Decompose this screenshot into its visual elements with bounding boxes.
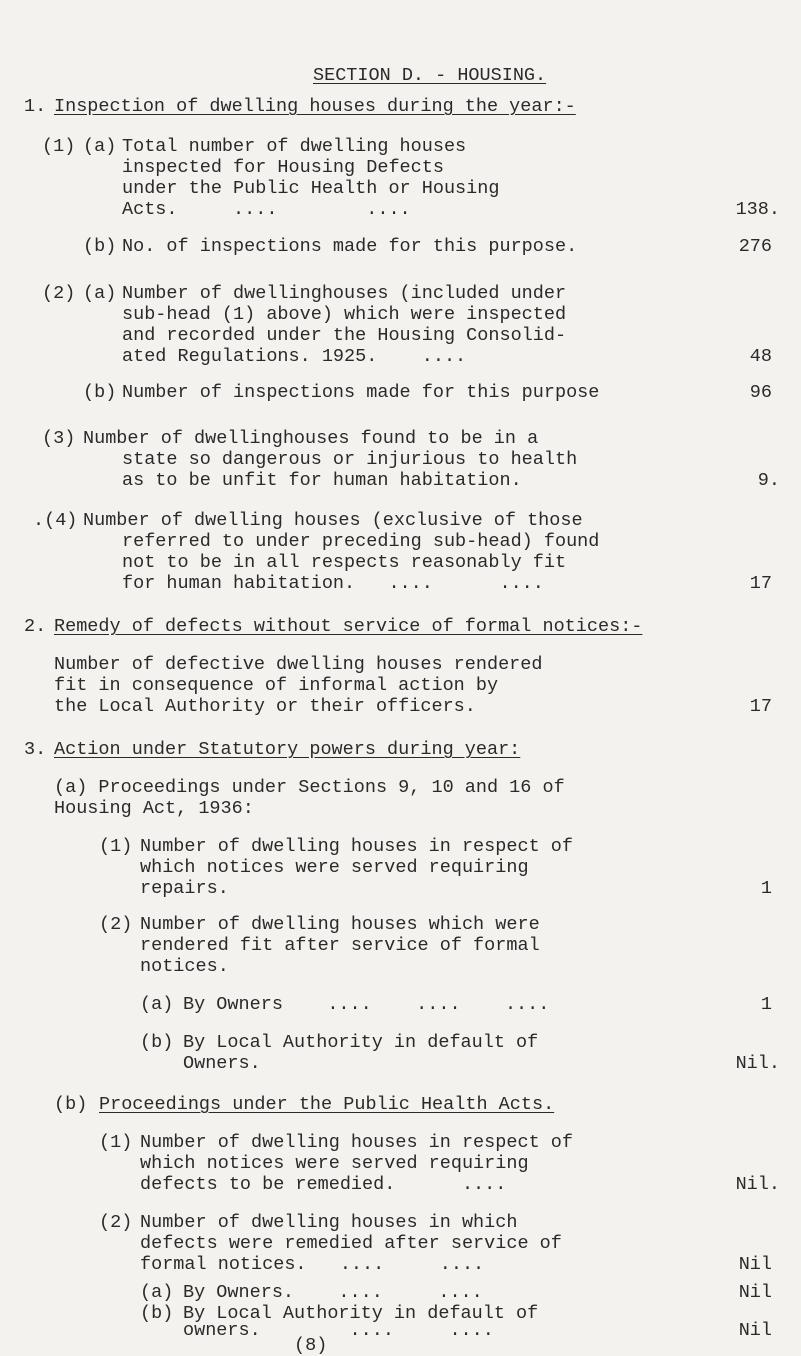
subsection-heading: (a) Proceedings under Sections 9, 10 and 16 of: [54, 777, 565, 798]
section-number: 1.: [24, 96, 47, 117]
item-text-line: Number of dwelling houses (exclusive of those: [83, 510, 583, 531]
item-text-line: formal notices. .... ....: [140, 1254, 485, 1275]
item-value: Nil.: [735, 1053, 780, 1074]
item-text-line: state so dangerous or injurious to health: [122, 449, 578, 470]
item-label: (3): [42, 428, 76, 449]
item-value: 1: [760, 878, 772, 899]
item-text-line: under the Public Health or Housing: [122, 178, 500, 199]
item-text-line: repairs.: [140, 878, 229, 899]
item-label: (1): [99, 1132, 133, 1153]
item-value: Nil: [738, 1282, 772, 1303]
item-text-line: referred to under preceding sub-head) found: [122, 531, 600, 552]
item-text-line: which notices were served requiring: [140, 1153, 529, 1174]
section-heading: Remedy of defects without service of formal notices:-: [54, 616, 643, 637]
item-text-line: sub-head (1) above) which were inspected: [122, 304, 567, 325]
item-text-line: notices.: [140, 956, 229, 977]
item-value: 17: [749, 573, 772, 594]
subitem-label: (b): [140, 1303, 174, 1324]
item-text-line: Acts. .... ....: [122, 199, 411, 220]
item-text-line: fit in consequence of informal action by: [54, 675, 499, 696]
item-text-line: for human habitation. .... ....: [122, 573, 544, 594]
item-text-line: Number of dwelling houses in respect of: [140, 1132, 573, 1153]
item-label: (1): [99, 836, 133, 857]
item-value: 276: [738, 236, 772, 257]
item-text: By Owners .... .... ....: [183, 994, 550, 1015]
subitem-label: (b): [140, 1032, 174, 1053]
item-text-line: Number of dwelling houses which were: [140, 914, 540, 935]
item-text-line: defects to be remedied. ....: [140, 1174, 507, 1195]
item-value: 9.: [757, 470, 780, 491]
item-text-line: defects were remedied after service of: [140, 1233, 562, 1254]
section-number: 2.: [24, 616, 47, 637]
item-text-line: Owners.: [183, 1053, 261, 1074]
item-text: Number of inspections made for this purpose: [122, 382, 600, 403]
subsection-label: (b): [54, 1094, 88, 1115]
item-value: Nil.: [735, 1174, 780, 1195]
subitem-label: (a): [83, 136, 117, 157]
subitem-label: (a): [83, 283, 117, 304]
item-text-line: the Local Authority or their officers.: [54, 696, 476, 717]
item-value: 48: [749, 346, 772, 367]
item-text-line: By Local Authority in default of: [183, 1303, 539, 1324]
section-heading: Action under Statutory powers during year:: [54, 739, 521, 760]
page-number: (8): [294, 1335, 328, 1356]
item-text-line: ated Regulations. 1925. ....: [122, 346, 467, 367]
item-label: (2): [99, 914, 133, 935]
item-text-line: which notices were served requiring: [140, 857, 529, 878]
item-text-line: Number of dwellinghouses found to be in a: [83, 428, 539, 449]
item-label: (2): [42, 283, 76, 304]
item-text-line: as to be unfit for human habitation.: [122, 470, 522, 491]
item-text-line: Number of dwellinghouses (included under: [122, 283, 567, 304]
item-text: No. of inspections made for this purpose.: [122, 236, 578, 257]
item-value: Nil: [738, 1254, 772, 1275]
item-text-line: inspected for Housing Defects: [122, 157, 444, 178]
item-text-line: Number of defective dwelling houses rendered: [54, 654, 543, 675]
item-text-line: not to be in all respects reasonably fit: [122, 552, 567, 573]
item-value: 96: [749, 382, 772, 403]
item-label: .(4): [33, 510, 78, 531]
item-value: Nil: [738, 1320, 772, 1341]
section-title: SECTION D. - HOUSING.: [313, 65, 547, 86]
item-text-line: and recorded under the Housing Consolid-: [122, 325, 567, 346]
item-text-line: Number of dwelling houses in which: [140, 1212, 518, 1233]
subitem-label: (b): [83, 382, 117, 403]
item-text-line: owners. .... ....: [183, 1320, 494, 1341]
subitem-label: (a): [140, 994, 174, 1015]
item-label: (2): [99, 1212, 133, 1233]
item-label: (1): [42, 136, 76, 157]
item-value: 17: [749, 696, 772, 717]
subitem-label: (a): [140, 1282, 174, 1303]
item-text-line: rendered fit after service of formal: [140, 935, 540, 956]
section-number: 3.: [24, 739, 47, 760]
subsection-heading: Housing Act, 1936:: [54, 798, 254, 819]
item-value: 138.: [735, 199, 780, 220]
subsection-heading: Proceedings under the Public Health Acts.: [99, 1094, 555, 1115]
item-text-line: Number of dwelling houses in respect of: [140, 836, 573, 857]
item-text: By Owners. .... ....: [183, 1282, 483, 1303]
item-text-line: Total number of dwelling houses: [122, 136, 467, 157]
subitem-label: (b): [83, 236, 117, 257]
item-text-line: By Local Authority in default of: [183, 1032, 539, 1053]
section-heading: Inspection of dwelling houses during the year:-: [54, 96, 576, 117]
item-value: 1: [760, 994, 772, 1015]
